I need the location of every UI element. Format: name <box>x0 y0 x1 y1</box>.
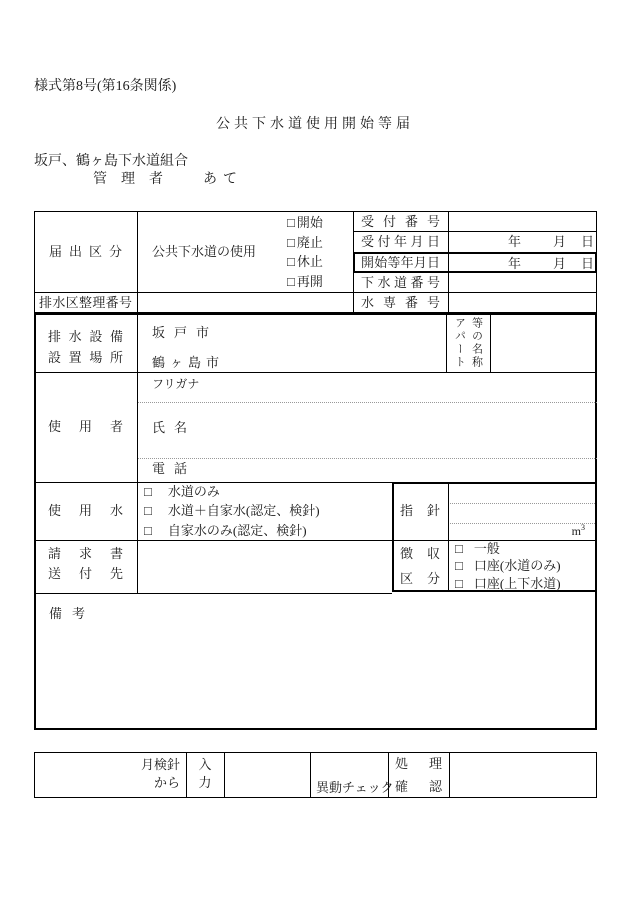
checkbox-icon: □ <box>287 273 295 289</box>
option-general[interactable] <box>455 542 597 555</box>
option-account-water-sewer[interactable] <box>455 577 597 590</box>
user-label: 使用者 <box>48 419 123 434</box>
option-private-only[interactable] <box>144 524 392 537</box>
year-unit: 年 <box>508 234 522 249</box>
option-start[interactable] <box>287 216 323 229</box>
receipt-number-field[interactable] <box>448 211 597 231</box>
checkbox-icon: □ <box>144 522 152 538</box>
apartment-label-col2: 等の名称 <box>470 316 483 369</box>
billing-address-field[interactable] <box>137 540 392 593</box>
change-check-label: 異動チェック <box>316 780 394 795</box>
main-table <box>34 211 597 730</box>
receipt-date-label: 受付年月日 <box>361 234 440 249</box>
day-unit: 日 <box>581 234 595 249</box>
checkbox-icon: □ <box>287 215 295 231</box>
apartment-name-label <box>446 313 490 372</box>
start-date-label: 開始等年月日 <box>361 255 440 270</box>
option-account-water-only[interactable] <box>455 559 597 572</box>
remarks-field[interactable] <box>34 593 597 730</box>
table-line <box>310 753 311 797</box>
usage-description: 公共下水道の使用 <box>152 244 257 259</box>
option-label: 自家水のみ(認定、検針) <box>167 522 307 538</box>
billing-address-label-line1: 請求書 <box>48 546 123 561</box>
footer-blank-field-2[interactable] <box>449 753 596 797</box>
receipt-date-field[interactable] <box>448 231 597 252</box>
checkbox-icon: □ <box>455 575 463 591</box>
water-use-options <box>144 482 392 540</box>
water-number-label: 水専番号 <box>361 295 440 310</box>
checkbox-icon: □ <box>455 558 463 574</box>
month-unit: 月 <box>553 256 567 271</box>
address-field[interactable] <box>137 313 446 372</box>
option-label: 廃止 <box>296 234 323 250</box>
option-label: 一般 <box>473 541 500 557</box>
collection-label-line2: 区分 <box>400 571 440 586</box>
checkbox-icon: □ <box>144 484 152 500</box>
year-unit: 年 <box>508 256 522 271</box>
option-waterworks-plus-private[interactable] <box>144 504 392 517</box>
receipt-number-label: 受付番号 <box>361 214 440 229</box>
process-label-line1: 処理 <box>395 756 442 771</box>
checkbox-icon: □ <box>455 541 463 557</box>
option-suspend[interactable] <box>287 255 323 268</box>
remarks-label: 備考 <box>49 606 96 621</box>
furigana-label: フリガナ <box>152 377 200 391</box>
option-label: 口座(水道のみ) <box>473 558 561 574</box>
input-label-line2: 力 <box>198 775 212 790</box>
checkbox-icon: □ <box>287 234 295 250</box>
city-tsurugashima: 鶴ヶ島市 <box>152 355 225 370</box>
sewer-number-label: 下水道番号 <box>361 275 440 290</box>
notification-type-label: 届出区分 <box>49 244 122 259</box>
city-sakado: 坂戸市 <box>152 325 219 340</box>
form-number: 様式第8号(第16条関係) <box>34 79 177 94</box>
footer-table <box>34 752 597 798</box>
water-number-field[interactable] <box>448 292 597 313</box>
facility-location-label-line2: 設置場所 <box>48 350 123 365</box>
monthly-reading-label-line1: 月検針 <box>140 757 180 772</box>
notification-options <box>287 213 323 291</box>
meter-reading-label: 指針 <box>400 503 440 518</box>
sewer-number-field[interactable] <box>448 273 597 292</box>
meter-unit-exponent: 3 <box>581 523 585 532</box>
meter-unit <box>572 525 585 538</box>
option-label: 口座(上下水道) <box>473 575 561 591</box>
name-field[interactable] <box>137 402 597 458</box>
checkbox-icon: □ <box>144 503 152 519</box>
checkbox-icon: □ <box>287 254 295 270</box>
furigana-field[interactable] <box>137 372 597 402</box>
option-label: 水道＋自家水(認定、検針) <box>167 503 320 519</box>
option-label: 開始 <box>296 215 323 231</box>
drainage-number-label: 排水区整理番号 <box>39 295 132 310</box>
monthly-reading-label-line2: から <box>153 775 180 790</box>
collection-label-line1: 徴収 <box>400 546 440 561</box>
phone-field[interactable] <box>137 458 597 482</box>
name-label: 氏名 <box>152 420 197 435</box>
facility-location-label-line1: 排水設備 <box>48 329 123 344</box>
addressee-line <box>93 173 243 187</box>
apartment-label-col1: アパート <box>453 316 466 369</box>
water-use-label: 使用水 <box>48 503 123 518</box>
collection-options <box>448 540 597 592</box>
meter-unit-base: m <box>571 524 581 538</box>
phone-label: 電話 <box>152 461 197 476</box>
billing-address-label-line2: 送付先 <box>48 566 123 581</box>
month-unit: 月 <box>553 234 567 249</box>
option-label: 休止 <box>296 254 323 270</box>
option-abolish[interactable] <box>287 236 323 249</box>
option-resume[interactable] <box>287 275 323 288</box>
manager-label: 管理者 <box>93 172 177 187</box>
collection-type-label <box>392 540 448 592</box>
option-label: 水道のみ <box>167 484 220 500</box>
addressee-suffix: あて <box>203 172 243 187</box>
option-waterworks-only[interactable] <box>144 485 392 498</box>
process-label-line2: 確認 <box>395 779 442 794</box>
page-title: 公共下水道使用開始等届 <box>216 117 414 132</box>
addressee-organization: 坂戸、鶴ヶ島下水道組合 <box>34 154 188 169</box>
footer-blank-field-1[interactable] <box>224 753 310 797</box>
day-unit: 日 <box>581 256 595 271</box>
drainage-number-field[interactable] <box>137 292 353 313</box>
apartment-name-field[interactable] <box>490 313 597 372</box>
option-label: 再開 <box>296 273 323 289</box>
input-label-line1: 入 <box>198 757 212 772</box>
start-date-field[interactable] <box>448 252 597 273</box>
